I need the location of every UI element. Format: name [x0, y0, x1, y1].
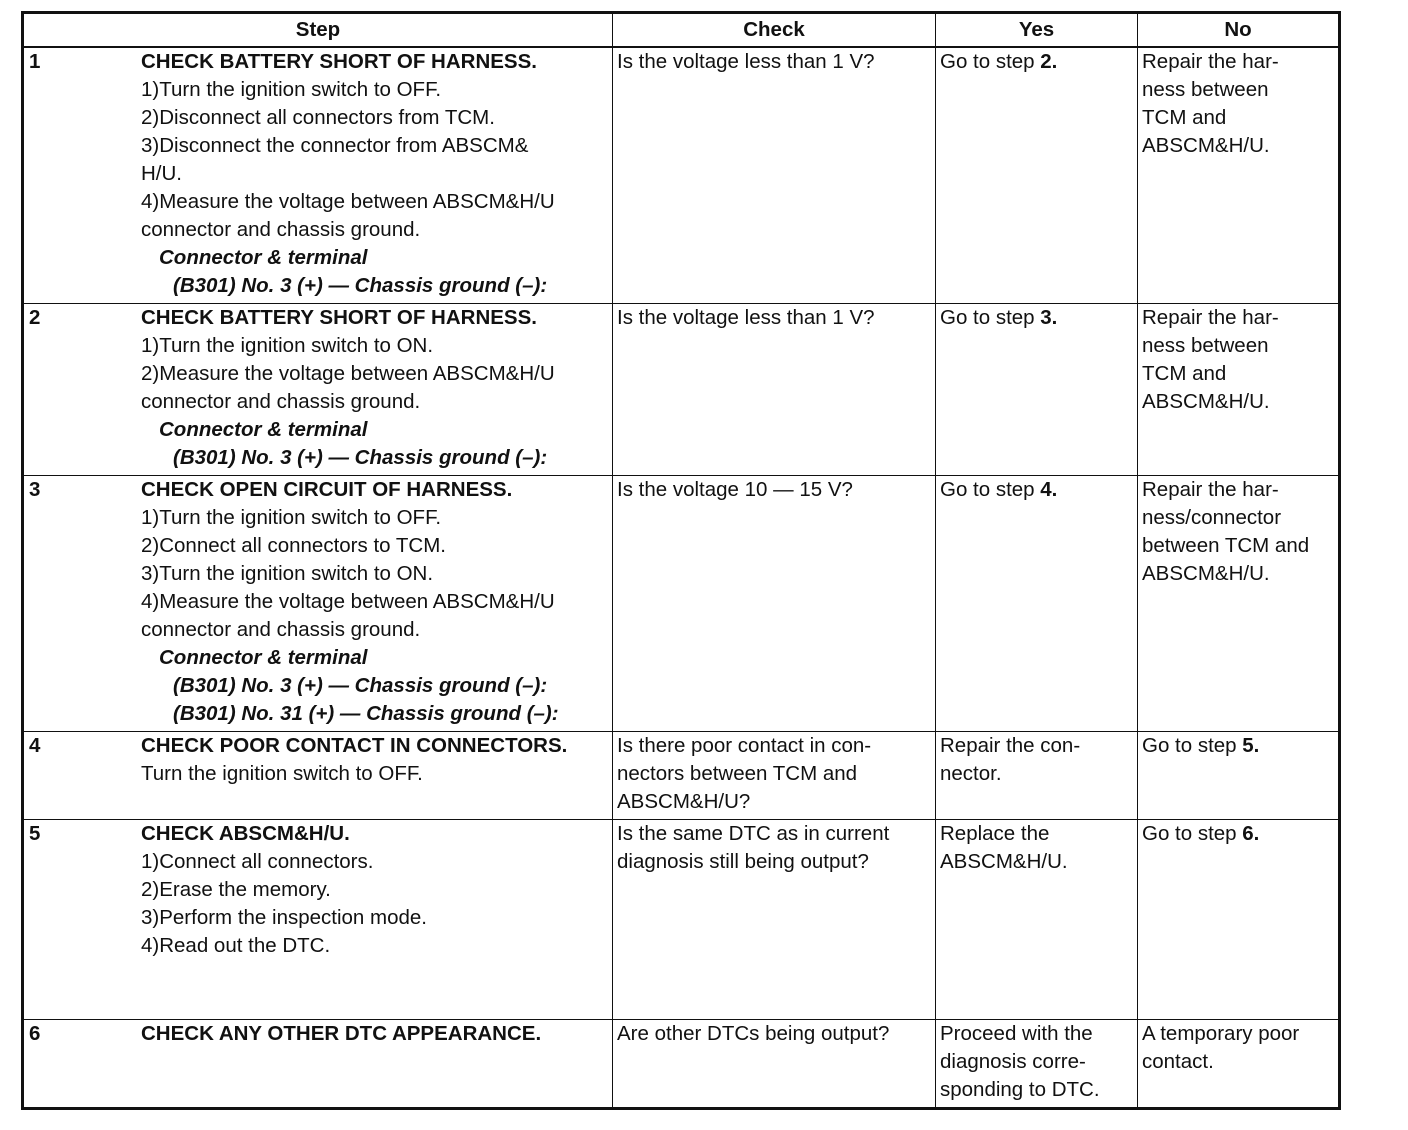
yes-cell — [936, 819, 1138, 1019]
step-instruction: 3)Turn the ignition switch to ON. — [141, 561, 434, 585]
step-instruction: 3)Disconnect the connector from ABSCM& — [141, 134, 529, 157]
header-step: Step — [23, 13, 613, 48]
header-yes: Yes — [936, 13, 1138, 48]
table-row — [23, 475, 1340, 731]
step-title: CHECK BATTERY SHORT OF HARNESS. — [141, 305, 537, 329]
no-cell — [1138, 47, 1340, 303]
table-row — [23, 47, 1340, 303]
check-text: Is the voltage less than 1 V? — [617, 305, 875, 329]
connector-terminal-spec: (B301) No. 3 (+) — Chassis ground (–): — [173, 274, 548, 297]
connector-terminal-spec: (B301) No. 31 (+) — Chassis ground (–): — [173, 701, 559, 725]
yes-cell — [936, 475, 1138, 731]
step-title: CHECK ANY OTHER DTC APPEARANCE. — [141, 1021, 542, 1045]
no-step-ref: 5. — [1242, 733, 1260, 757]
no-text: Repair the har- ness/connector between TCM and ABSCM&H/U. — [1142, 477, 1310, 585]
connector-terminal-heading: Connector & terminal — [159, 246, 368, 269]
yes-cell — [936, 1019, 1138, 1108]
no-text: Go to step — [1142, 733, 1243, 757]
step-number: 6 — [29, 1021, 41, 1045]
check-text: Is the voltage 10 — 15 V? — [617, 477, 853, 501]
no-cell — [1138, 1019, 1340, 1108]
step-title: CHECK ABSCM&H/U. — [141, 821, 350, 845]
step-number: 2 — [29, 305, 41, 329]
no-text: Go to step — [1142, 821, 1243, 845]
check-cell — [613, 47, 936, 303]
step-instruction: 1)Turn the ignition switch to OFF. — [141, 505, 442, 529]
no-text: Repair the har- ness between TCM and ABSCM&H/U. — [1142, 50, 1279, 157]
no-text: A temporary poor contact. — [1142, 1021, 1300, 1073]
connector-terminal-heading: Connector & terminal — [159, 417, 368, 441]
table-row — [23, 303, 1340, 475]
connector-terminal-spec: (B301) No. 3 (+) — Chassis ground (–): — [173, 673, 548, 697]
header-no: No — [1138, 13, 1340, 48]
step-number: 3 — [29, 477, 41, 501]
check-cell — [613, 303, 936, 475]
step-cell — [23, 303, 613, 475]
yes-text: Go to step — [940, 305, 1041, 329]
step-instruction: connector and chassis ground. — [141, 389, 421, 413]
table-row — [23, 819, 1340, 1019]
yes-cell — [936, 303, 1138, 475]
step-instruction: 1)Turn the ignition switch to ON. — [141, 333, 434, 357]
step-cell — [23, 1019, 613, 1108]
connector-terminal-spec: (B301) No. 3 (+) — Chassis ground (–): — [173, 445, 548, 469]
no-cell — [1138, 475, 1340, 731]
no-cell — [1138, 731, 1340, 819]
step-instruction: 2)Connect all connectors to TCM. — [141, 533, 446, 557]
step-number: 5 — [29, 821, 41, 845]
step-body — [141, 1020, 612, 1048]
no-cell — [1138, 819, 1340, 1019]
step-instruction: connector and chassis ground. — [141, 617, 421, 641]
no-cell — [1138, 303, 1340, 475]
step-title: CHECK POOR CONTACT IN CONNECTORS. — [141, 733, 568, 757]
table-row — [23, 1019, 1340, 1108]
check-cell — [613, 475, 936, 731]
step-cell — [23, 731, 613, 819]
table-row — [23, 731, 1340, 819]
yes-text: Go to step — [940, 477, 1041, 501]
step-instruction: Turn the ignition switch to OFF. — [141, 761, 423, 785]
header-row — [23, 13, 1340, 48]
yes-cell — [936, 47, 1138, 303]
step-title: CHECK BATTERY SHORT OF HARNESS. — [141, 50, 537, 73]
check-cell — [613, 731, 936, 819]
yes-text: Proceed with the diagnosis corre- sponding to DTC. — [940, 1021, 1100, 1101]
connector-terminal-heading: Connector & terminal — [159, 645, 368, 669]
step-number: 1 — [29, 50, 41, 73]
step-instruction: 1)Turn the ignition switch to OFF. — [141, 78, 442, 101]
step-body — [141, 732, 612, 788]
yes-text: Go to step — [940, 50, 1041, 73]
step-number: 4 — [29, 733, 41, 757]
step-instruction: 1)Connect all connectors. — [141, 849, 374, 873]
check-text: Is the same DTC as in current diagnosis still being output? — [617, 821, 890, 873]
step-instruction: 4)Measure the voltage between ABSCM&H/U — [141, 589, 555, 613]
step-instruction: 4)Measure the voltage between ABSCM&H/U — [141, 190, 555, 213]
step-instruction: 2)Measure the voltage between ABSCM&H/U — [141, 361, 555, 385]
check-text: Are other DTCs being output? — [617, 1021, 890, 1045]
yes-step-ref: 3. — [1040, 305, 1058, 329]
step-cell — [23, 475, 613, 731]
no-text: Repair the har- ness between TCM and ABSCM&H/U. — [1142, 305, 1279, 413]
yes-text: Replace the ABSCM&H/U. — [940, 821, 1068, 873]
step-body — [141, 820, 612, 960]
step-body — [141, 304, 612, 472]
step-instruction: 4)Read out the DTC. — [141, 933, 331, 957]
yes-step-ref: 2. — [1040, 50, 1058, 73]
diagnostic-table — [21, 11, 1341, 1110]
check-cell — [613, 819, 936, 1019]
yes-text: Repair the con- nector. — [940, 733, 1081, 785]
step-title: CHECK OPEN CIRCUIT OF HARNESS. — [141, 477, 513, 501]
step-instruction: 2)Erase the memory. — [141, 877, 331, 901]
step-instruction: 3)Perform the inspection mode. — [141, 905, 427, 929]
step-cell — [23, 819, 613, 1019]
step-instruction: 2)Disconnect all connectors from TCM. — [141, 106, 495, 129]
yes-step-ref: 4. — [1040, 477, 1058, 501]
check-cell — [613, 1019, 936, 1108]
header-check: Check — [613, 13, 936, 48]
check-text: Is the voltage less than 1 V? — [617, 50, 875, 73]
no-step-ref: 6. — [1242, 821, 1260, 845]
step-body — [141, 476, 612, 728]
step-instruction: H/U. — [141, 162, 182, 185]
check-text: Is there poor contact in con- nectors between TCM and ABSCM&H/U? — [617, 733, 872, 813]
step-body — [141, 48, 612, 300]
step-instruction: connector and chassis ground. — [141, 218, 421, 241]
step-cell — [23, 47, 613, 303]
yes-cell — [936, 731, 1138, 819]
